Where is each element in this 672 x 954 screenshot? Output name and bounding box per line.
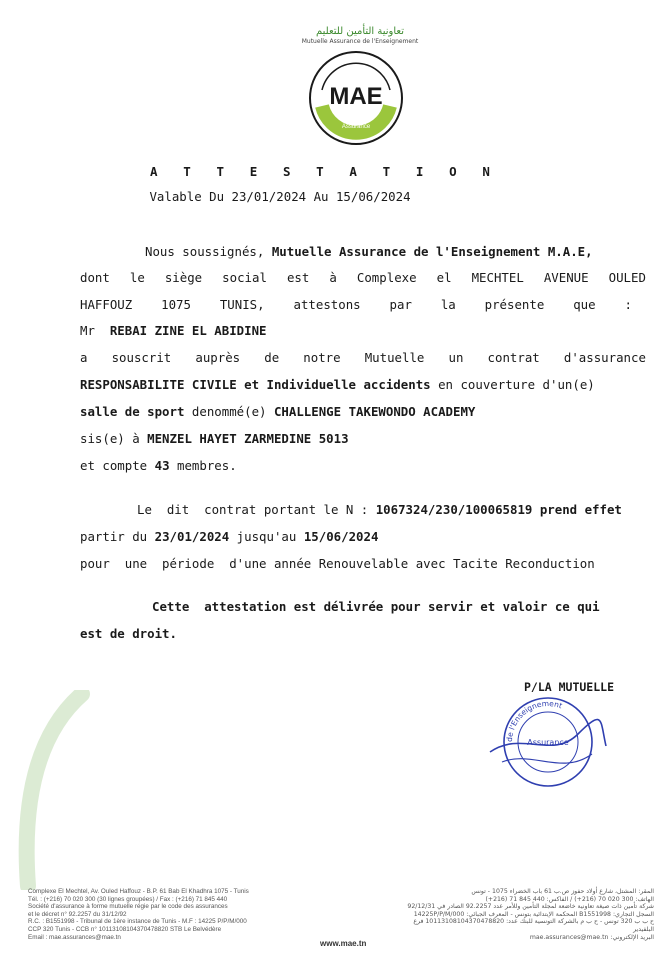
insured-name: REBAI ZINE EL ABIDINE [109,323,267,338]
logo-mark: MAE [329,83,383,110]
word: notre [303,350,341,365]
contract-number-line: Le dit contrat portant le N : 1067324/230/100065819 prend effet [137,502,622,517]
contract-number: 1067324/230/100065819 [375,502,533,517]
word: le [129,270,145,285]
coverage-type: RESPONSABILITE CIVILE et Individuelle accidents [80,377,431,392]
stamp-center-text: Assurance [527,738,569,747]
word: par [389,297,412,312]
word: siège [164,270,203,285]
footer-right [392,888,654,941]
title-letter: T [183,164,191,179]
word: a [80,350,88,365]
title-letter: T [382,164,391,179]
word: d'assurance [563,350,646,365]
footer-right-line: الهاتف: 300 020 70 (216+) / الفاكس: 440 845 71 (216+) [485,895,654,903]
title-letter: E [249,164,258,179]
word: Mutuelle [364,350,425,365]
footer-left-line: R.C. : B1551998 - Tribunal de 1ère instance de Tunis - M.F : 14225 P/P/M/000 [28,918,247,926]
contract-end: 15/06/2024 [303,529,379,544]
stamp-ring-text: de l'Enseignement [504,698,564,743]
logo-french-text: Mutuelle Assurance de l'Enseignement [301,38,419,45]
word: : [624,297,632,312]
footer-left-line: CCP 320 Tunis - CCB n° 10113108104370478820 STB Le Belvédère [28,925,222,933]
word: TUNIS, [219,297,265,312]
word: attestons [293,297,361,312]
attestation-title [150,164,490,179]
signature-stamp [482,690,612,790]
closing-line-1: Cette attestation est délivrée pour servir et valoir ce qui [152,599,600,614]
footer-website[interactable]: www.mae.tn [320,939,367,948]
insured-person: Mr REBAI ZINE EL ABIDINE [80,323,267,338]
footer-left-line: Email : mae.assurances@mae.tn [28,933,121,941]
word: la [440,297,456,312]
mae-logo [308,50,404,146]
word: Complexe [356,270,417,285]
footer-left-line: Société d'assurance à forme mutuelle régie par le code des assurances [28,903,228,911]
venue-line: salle de sport denommé(e) CHALLENGE TAKEWONDO ACADEMY [80,404,476,419]
word: 1075 [161,297,191,312]
title-letter: N [482,164,490,179]
word: à [329,270,337,285]
title-letter: T [216,164,224,179]
word: de [264,350,280,365]
word: contrat [487,350,540,365]
paragraph-intro: Nous soussignés, Mutuelle Assurance de l'Enseignement M.A.E, [145,244,593,259]
word: HAFFOUZ [80,297,133,312]
word: un [448,350,464,365]
footer-right-line: شركة تأمين ذات صيغة تعاونية خاضعة لمجلة التأمين وللأمر عدد 92.2257 الصادر في 92/12/31 [407,903,654,911]
organisation-name: Mutuelle Assurance de l'Enseignement M.A.E, [271,244,593,259]
footer-right-line: ح ب ب 320 تونس - ح ب م بالشركة التونسية للبنك عدد: 10113108104370478820 فرع البلفيدير [413,918,654,933]
logo-ring-text: Assurance [341,124,371,130]
members-line: et compte 43 membres. [80,458,237,473]
word: est [286,270,310,285]
location-line: sis(e) à MENZEL HAYET ZARMEDINE 5013 [80,431,349,446]
footer-left-line: et le décret n° 92.2257 du 31/12/92 [28,910,127,918]
title-letter: T [316,164,324,179]
word: présente [484,297,545,312]
footer-left [28,888,318,941]
footer-left-line: Tél. : (+216) 70 020 300 (30 lignes groupées) / Fax : (+216) 71 845 440 [28,895,228,903]
line-address [80,297,632,312]
title-letter: S [282,164,291,179]
word: el [436,270,452,285]
word: dont [80,270,110,285]
svg-text:de l'Enseignement [505,699,564,742]
title-letter: I [415,164,424,179]
closing-line-2: est de droit. [80,626,177,641]
signature-label: P/LA MUTUELLE [524,680,615,694]
footer-right-line: المقر: المشتل، شارع أولاد حفوز ص.ب 61 باب الخضراء 1075 - تونس [471,888,654,895]
line-contract [80,350,646,365]
decorative-arc [0,690,100,890]
logo-arabic-text: تعاونية التأمين للتعليم [315,26,405,37]
word: AVENUE [543,270,589,285]
word: que [573,297,596,312]
word: souscrit [111,350,172,365]
coverage-line: RESPONSABILITE CIVILE et Individuelle accidents en couverture d'un(e) [80,377,595,392]
contract-start: 23/01/2024 [154,529,230,544]
contract-dates-line: partir du 23/01/2024 jusqu'au 15/06/2024 [80,529,379,544]
members-count: 43 [154,458,170,473]
title-letter: A [349,164,357,179]
title-letter: O [449,164,457,179]
word: MECHTEL [471,270,524,285]
footer-left-line: Complexe El Mechtel, Av. Ouled Haffouz - B.P. 61 Bab El Khadhra 1075 - Tunis [28,888,249,895]
venue-name: CHALLENGE TAKEWONDO ACADEMY [273,404,476,419]
word: auprès [195,350,241,365]
contract-period-line: pour une période d'une année Renouvelable avec Tacite Reconduction [80,556,595,571]
word: social [222,270,267,285]
line-seat [80,270,646,285]
title-letter: A [150,164,158,179]
venue-location: MENZEL HAYET ZARMEDINE 5013 [147,431,349,446]
word: OULED [608,270,646,285]
footer-right-line: البريد الإلكتروني: mae.assurances@mae.tn [529,933,654,941]
validity-period: Valable Du 23/01/2024 Au 15/06/2024 [149,189,411,204]
footer-right-line: السجل التجاري: B1551998 المحكمة الإبتدائية بتونس - المعرف الجبائي: 14225P/P/M/000 [413,910,654,918]
